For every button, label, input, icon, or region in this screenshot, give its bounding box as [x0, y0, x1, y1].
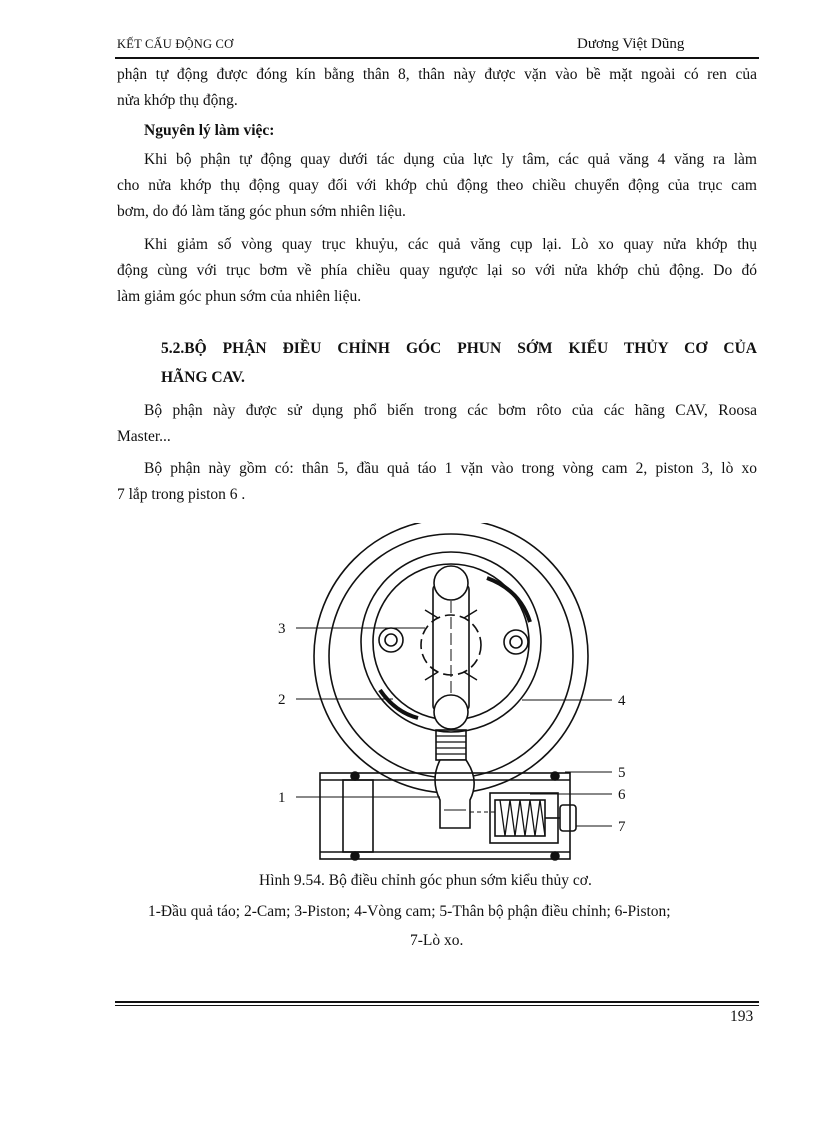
text-line: động cùng với trục bơm về phía chiều quay ngược lại so với nửa khớp chủ động. Do đó	[117, 262, 757, 279]
left-cap	[343, 780, 373, 852]
running-header-author: Dương Việt Dũng	[577, 36, 685, 52]
text-line: Khi bộ phận tự động quay dưới tác dụng của lực ly tâm, các quả văng 4 văng ra làm	[144, 151, 757, 168]
figure-caption: Hình 9.54. Bộ điều chỉnh góc phun sớm kiểu thủy cơ.	[259, 872, 592, 889]
top-roller	[434, 566, 468, 600]
intro-paragraph	[117, 62, 757, 114]
principle-paragraph-2	[117, 232, 757, 310]
label-3: 3	[278, 621, 286, 637]
footer-rule	[115, 1001, 759, 1003]
text-line: bơm, do đó làm tăng góc phun sớm nhiên liệu.	[117, 203, 406, 220]
body-paragraph-1	[117, 398, 757, 450]
label-4: 4	[618, 693, 626, 709]
left-roller	[379, 628, 403, 652]
apple-head-part	[435, 760, 474, 828]
header-rule	[115, 57, 759, 59]
spring-7	[500, 800, 545, 836]
text-line: Master...	[117, 428, 171, 445]
label-7: 7	[618, 819, 626, 835]
bottom-roller	[434, 695, 468, 729]
text-line: nửa khớp thụ động.	[117, 92, 238, 109]
principle-paragraph-1	[117, 147, 757, 225]
text-line: cho nửa khớp thụ động quay đối với khớp chủ động theo chiều chuyển động của trục cam	[117, 177, 757, 194]
figure-legend-line: 1-Đầu quả táo; 2-Cam; 3-Piston; 4-Vòng cam; 5-Thân bộ phận điều chỉnh; 6-Piston;	[148, 903, 671, 920]
section-heading-line: HÃNG CAV.	[161, 369, 245, 386]
running-header-title: KẾT CẤU ĐỘNG CƠ	[117, 37, 234, 51]
text-line: Bộ phận này gồm có: thân 5, đầu quả táo 1 vặn vào trong vòng cam 2, piston 3, lò xo	[144, 460, 757, 477]
page-number: 193	[730, 1008, 754, 1025]
threaded-stem	[436, 730, 466, 760]
text-line: Khi giảm số vòng quay trục khuỷu, các quả văng cụp lại. Lò xo quay nửa khớp thụ	[144, 236, 757, 253]
section-heading-line: 5.2.BỘ PHẬN ĐIỀU CHỈNH GÓC PHUN SỚM KIỂU THỦY CƠ CỦA	[161, 340, 757, 357]
principle-heading: Nguyên lý làm việc:	[144, 122, 275, 139]
right-roller	[504, 630, 528, 654]
adjust-screw	[560, 805, 576, 831]
footer-rule-thin	[115, 1005, 759, 1006]
body-paragraph-2	[117, 456, 757, 508]
text-line: làm giảm góc phun sớm của nhiên liệu.	[117, 288, 362, 305]
label-2: 2	[278, 692, 286, 708]
section-heading	[161, 334, 757, 392]
text-line: 7 lắp trong piston 6 .	[117, 486, 246, 503]
text-line: phận tự động được đóng kín bằng thân 8, thân này được vặn vào bề mặt ngoài có ren của	[117, 66, 757, 83]
figure-legend-line: 7-Lò xo.	[410, 932, 464, 949]
label-6: 6	[618, 787, 626, 803]
label-1: 1	[278, 790, 286, 806]
text-line: Bộ phận này được sử dụng phổ biến trong các bơm rôto của các hãng CAV, Roosa	[144, 402, 757, 419]
label-5: 5	[618, 765, 626, 781]
figure-hydromechanical-advance-unit	[260, 523, 650, 868]
